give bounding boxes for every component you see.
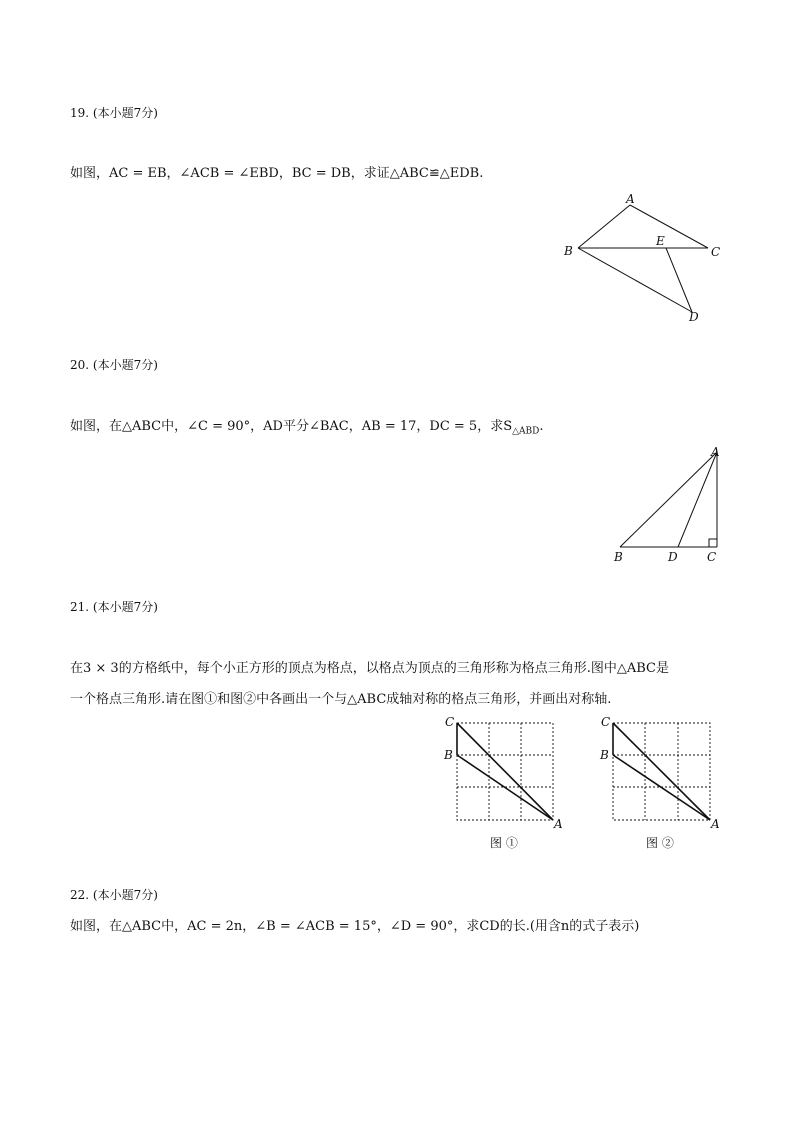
q21-fig1-segment-ba [457, 755, 553, 820]
q21-fig2-label-b: B [600, 748, 609, 762]
q19-label-c: C [711, 245, 721, 259]
q21-line1: 在3 × 3的方格纸中，每个小正方形的顶点为格点，以格点为顶点的三角形称为格点三角形.图中△ABC是 [70, 661, 669, 676]
q21-fig2-segment-ca [613, 723, 710, 820]
q21-fig2-label-a: A [711, 817, 720, 831]
q19-label-a: A [626, 192, 635, 206]
q20-label-a: A [711, 445, 720, 459]
q21-header: 21. (本小题7分) [70, 600, 158, 614]
q20-label-d: D [668, 550, 678, 564]
q22-text: 如图，在△ABC中，AC = 2n，∠B = ∠ACB = 15°，∠D = 90°，求CD的长.(用含n的式子表示) [70, 919, 640, 934]
q19-segment-ed [666, 248, 692, 312]
q19-segment-ac [630, 205, 708, 248]
q19-label-d: D [689, 310, 699, 324]
q21-fig1-label-a: A [554, 817, 563, 831]
q21-fig1-caption: 图 ① [490, 836, 518, 850]
q22-header: 22. (本小题7分) [70, 888, 158, 902]
q21-fig2-caption: 图 ② [646, 836, 674, 850]
q20-text-sub: △ABD [512, 426, 540, 437]
q20-label-b: B [614, 550, 623, 564]
q21-fig2-segment-ba [613, 755, 710, 820]
q19-segment-ba [578, 205, 630, 248]
q21-fig1-segment-ca [457, 723, 553, 820]
q20-label-c: C [707, 550, 717, 564]
q20-segment-ad [678, 452, 717, 547]
q21-fig1-label-c: C [445, 715, 455, 729]
q19-text: 如图，AC = EB，∠ACB = ∠EBD，BC = DB，求证△ABC≌△EDB. [70, 166, 484, 181]
q19-label-e: E [656, 234, 665, 248]
q20-text [70, 418, 544, 441]
q20-right-angle-mark [709, 539, 717, 547]
q20-text-main: 如图，在△ABC中，∠C = 90°，AD平分∠BAC，AB = 17，DC = 5，求S [70, 419, 513, 434]
q19-segment-bd [578, 248, 692, 312]
q21-figure-2 [596, 710, 736, 860]
q20-diagram [605, 440, 735, 570]
q20-text-end: . [539, 419, 544, 434]
q19-header: 19. (本小题7分) [70, 106, 158, 120]
q20-header: 20. (本小题7分) [70, 358, 158, 372]
q21-fig2-label-c: C [601, 715, 611, 729]
q21-line2: 一个格点三角形.请在图①和图②中各画出一个与△ABC成轴对称的格点三角形，并画出对称轴. [70, 692, 612, 707]
q21-fig1-label-b: B [444, 748, 453, 762]
q19-label-b: B [564, 244, 573, 258]
q19-diagram [560, 190, 730, 330]
q20-segment-ab [620, 452, 717, 547]
q21-figure-1 [440, 710, 580, 860]
